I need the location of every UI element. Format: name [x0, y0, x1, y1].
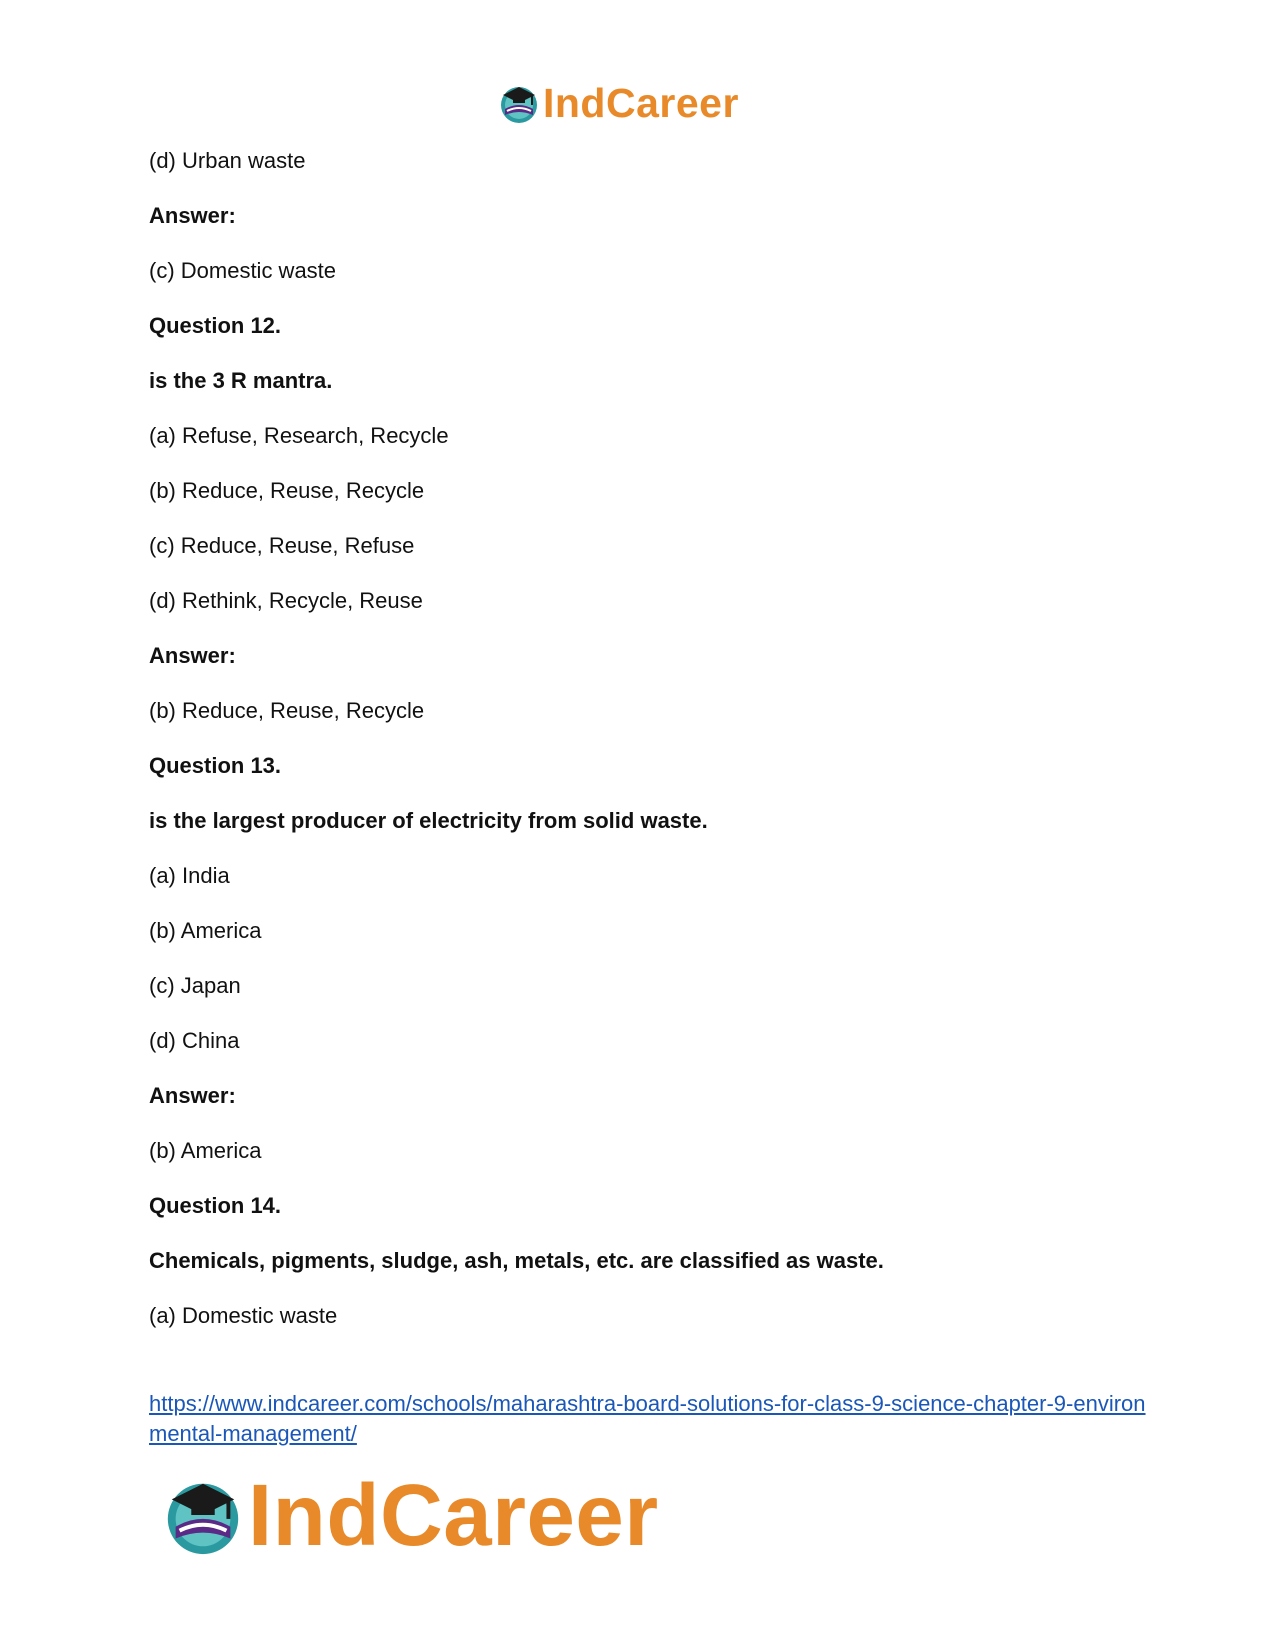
answer-label: Answer:: [149, 203, 236, 228]
answer-label: Answer:: [149, 643, 236, 668]
question-text: is the 3 R mantra.: [149, 368, 333, 393]
header-logo-text: IndCareer: [543, 79, 739, 126]
option-text: (b) Reduce, Reuse, Recycle: [149, 478, 425, 503]
question-text: Chemicals, pigments, sludge, ash, metals, etc. are classified as waste.: [149, 1248, 884, 1273]
document-body: [149, 141, 1149, 1351]
option-text: (d) Urban waste: [149, 148, 306, 173]
option-text: (c) Domestic waste: [149, 258, 337, 283]
option-text: (d) China: [149, 1028, 240, 1053]
header-logo: [497, 80, 739, 126]
question-heading: Question 12.: [149, 313, 282, 338]
question-text: is the largest producer of electricity from solid waste.: [149, 808, 708, 833]
option-text: (a) Refuse, Research, Recycle: [149, 423, 449, 448]
footer-logo-text: IndCareer: [248, 1466, 659, 1564]
option-text: (a) Domestic waste: [149, 1303, 338, 1328]
option-text: (b) America: [149, 918, 262, 943]
option-text: (c) Reduce, Reuse, Refuse: [149, 533, 415, 558]
option-text: (a) India: [149, 863, 230, 888]
source-url-link[interactable]: https://www.indcareer.com/schools/maharashtra-board-solutions-for-class-9-science-chapter-9-environmental-management/: [149, 1391, 1146, 1446]
question-heading: Question 14.: [149, 1193, 282, 1218]
question-heading: Question 13.: [149, 753, 282, 778]
option-text: (d) Rethink, Recycle, Reuse: [149, 588, 423, 613]
option-text: (b) Reduce, Reuse, Recycle: [149, 698, 425, 723]
option-text: (c) Japan: [149, 973, 241, 998]
graduation-cap-book-globe-icon: [160, 1472, 246, 1558]
graduation-cap-book-globe-icon: [497, 81, 541, 125]
option-text: (b) America: [149, 1138, 262, 1163]
answer-label: Answer:: [149, 1083, 236, 1108]
footer-logo: [160, 1466, 659, 1564]
